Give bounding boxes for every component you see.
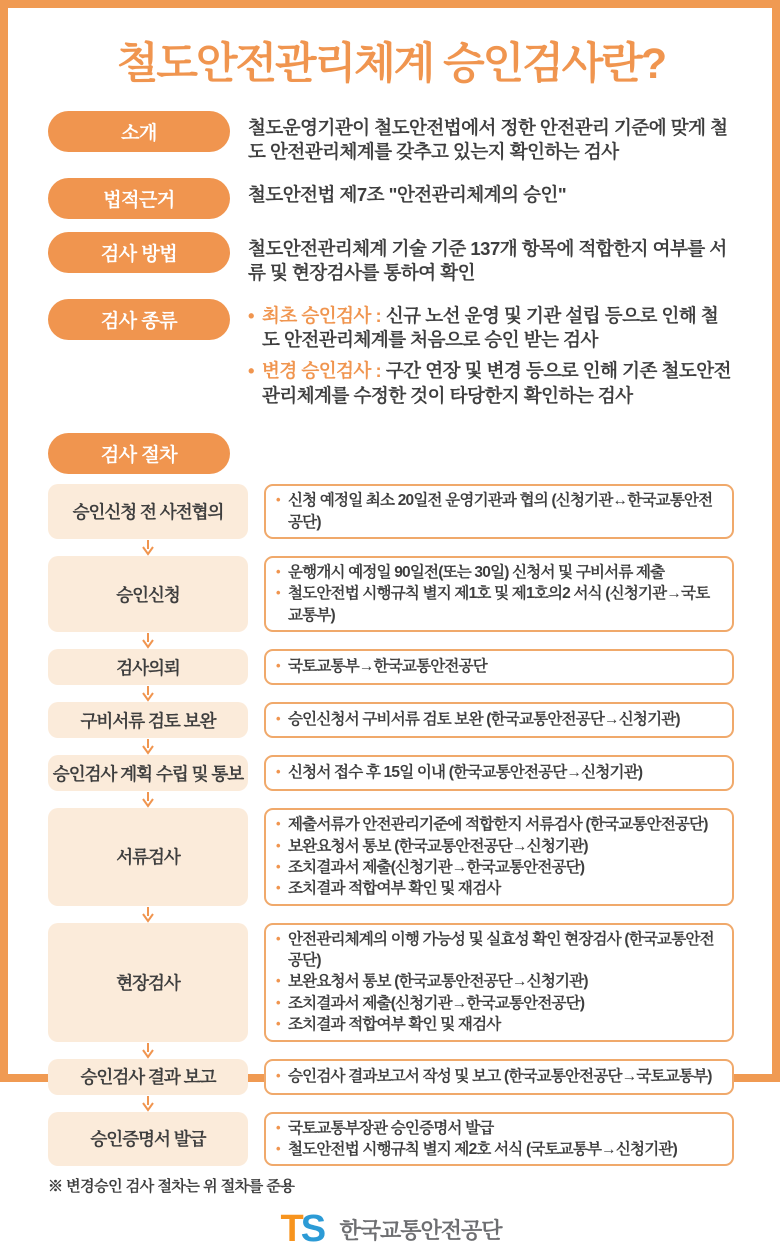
step-name-box: 구비서류 검토 보완 xyxy=(48,702,248,738)
step-detail-box xyxy=(264,1059,734,1095)
legal-basis-text: 철도안전법 제7조 "안전관리체계의 승인" xyxy=(248,183,567,205)
step-detail-line: • 조치결과서 제출(신청기관→한국교통안전공단) xyxy=(276,857,722,878)
step-detail-line: • 국토교통부→한국교통안전공단 xyxy=(276,656,722,677)
step-detail-line: • 조치결과서 제출(신청기관→한국교통안전공단) xyxy=(276,993,722,1014)
step-name-box: 승인증명서 발급 xyxy=(48,1112,248,1167)
section-legal-basis xyxy=(48,178,734,219)
step-name-box: 검사의뢰 xyxy=(48,649,248,685)
step-name-box: 서류검사 xyxy=(48,808,248,906)
step-detail-box xyxy=(264,923,734,1042)
step-row-certificate-issuance xyxy=(48,1112,734,1167)
inspection-types-label-pill: 검사 종류 xyxy=(48,299,230,340)
step-row-document-inspection xyxy=(48,808,734,906)
step-row-result-report xyxy=(48,1059,734,1095)
step-detail-box xyxy=(264,484,734,539)
inspection-type-change xyxy=(248,359,734,408)
inspection-type-keyword: 변경 승인검사 : xyxy=(262,360,382,382)
step-detail-line: • 보완요청서 통보 (한국교통안전공단→신청기관) xyxy=(276,836,722,857)
step-detail-box xyxy=(264,702,734,738)
footer-logo xyxy=(48,1208,734,1251)
step-name-box: 승인검사 결과 보고 xyxy=(48,1059,248,1095)
step-name-box: 승인신청 전 사전협의 xyxy=(48,484,248,539)
step-detail-line: • 운행개시 예정일 90일전(또는 30일) 신청서 및 구비서류 제출 xyxy=(276,562,722,583)
step-detail-line: • 신청서 접수 후 15일 이내 (한국교통안전공단→신청기관) xyxy=(276,762,722,783)
legal-basis-label-pill: 법적근거 xyxy=(48,178,230,219)
step-detail-line: • 승인검사 결과보고서 작성 및 보고 (한국교통안전공단→국토교통부) xyxy=(276,1066,722,1087)
down-arrow-icon xyxy=(48,1042,248,1059)
step-name-box: 승인신청 xyxy=(48,556,248,632)
step-detail-line: • 제출서류가 안전관리기준에 적합한지 서류검사 (한국교통안전공단) xyxy=(276,814,722,835)
section-inspection-method xyxy=(48,232,734,286)
section-intro xyxy=(48,111,734,165)
intro-text: 철도운영기관이 철도안전법에서 정한 안전관리 기준에 맞게 철도 안전관리체계를 갖추고 있는지 확인하는 검사 xyxy=(248,117,728,163)
down-arrow-icon xyxy=(48,906,248,923)
step-detail-box xyxy=(264,1112,734,1167)
inspection-type-keyword: 최초 승인검사 : xyxy=(262,304,382,326)
step-detail-box xyxy=(264,556,734,632)
down-arrow-icon xyxy=(48,685,248,702)
step-detail-line: • 승인신청서 구비서류 검토 보완 (한국교통안전공단→신청기관) xyxy=(276,709,722,730)
ts-logo-s-letter: S xyxy=(300,1208,324,1251)
step-detail-box xyxy=(264,755,734,791)
down-arrow-icon xyxy=(48,1095,248,1112)
step-row-inspection-request xyxy=(48,649,734,685)
ts-logo-t-letter: T xyxy=(280,1208,301,1251)
inspection-type-desc: 신규 노선 운영 및 기관 설립 등으로 인해 철도 안전관리체계를 처음으로 승인 받는 검사 xyxy=(262,304,719,351)
step-detail-line: • 국토교통부장관 승인증명서 발급 xyxy=(276,1118,722,1139)
step-row-plan-notification xyxy=(48,755,734,791)
page-title: 철도안전관리체계 승인검사란? xyxy=(116,40,666,88)
inspection-type-initial xyxy=(248,304,734,353)
down-arrow-icon xyxy=(48,791,248,808)
section-procedure-header xyxy=(48,433,734,474)
step-row-site-inspection xyxy=(48,923,734,1042)
step-detail-line: • 조치결과 적합여부 확인 및 재검사 xyxy=(276,1014,722,1035)
section-inspection-types xyxy=(48,299,734,416)
inspection-method-text: 철도안전관리체계 기술 기준 137개 항목에 적합한지 여부를 서류 및 현장검사를 통하여 확인 xyxy=(248,237,727,284)
down-arrow-icon xyxy=(48,738,248,755)
step-detail-line: • 신청 예정일 최소 20일전 운영기관과 협의 (신청기관↔한국교통안전공단) xyxy=(276,490,722,533)
down-arrow-icon xyxy=(48,539,248,556)
step-name-box: 승인검사 계획 수립 및 통보 xyxy=(48,755,248,791)
step-detail-line: • 안전관리체계의 이행 가능성 및 실효성 확인 현장검사 (한국교통안전공단) xyxy=(276,929,722,972)
inspection-types-list xyxy=(248,299,734,416)
down-arrow-icon xyxy=(48,632,248,649)
inspection-type-desc: 구간 연장 및 변경 등으로 인해 기존 철도안전 관리체계를 수정한 것이 타당한지 확인하는 검사 xyxy=(262,360,731,406)
step-detail-box xyxy=(264,808,734,906)
step-detail-box xyxy=(264,649,734,685)
step-detail-line: • 보완요청서 통보 (한국교통안전공단→신청기관) xyxy=(276,971,722,992)
intro-label-pill: 소개 xyxy=(48,111,230,152)
step-detail-line: • 조치결과 적합여부 확인 및 재검사 xyxy=(276,878,722,899)
step-name-box: 현장검사 xyxy=(48,923,248,1042)
footnote: ※ 변경승인 검사 절차는 위 절차를 준용 xyxy=(48,1178,295,1196)
organization-name: 한국교통안전공단 xyxy=(339,1218,502,1244)
step-row-application xyxy=(48,556,734,632)
procedure-label-pill: 검사 절차 xyxy=(48,433,230,474)
inspection-method-label-pill: 검사 방법 xyxy=(48,232,230,273)
step-detail-line: • 철도안전법 시행규칙 별지 제2호 서식 (국토교통부→신청기관) xyxy=(276,1139,722,1160)
step-row-pre-consultation xyxy=(48,484,734,539)
step-row-document-review xyxy=(48,702,734,738)
step-detail-line: • 철도안전법 시행규칙 별지 제1호 및 제1호의2 서식 (신청기관→국토교통부) xyxy=(276,583,722,626)
